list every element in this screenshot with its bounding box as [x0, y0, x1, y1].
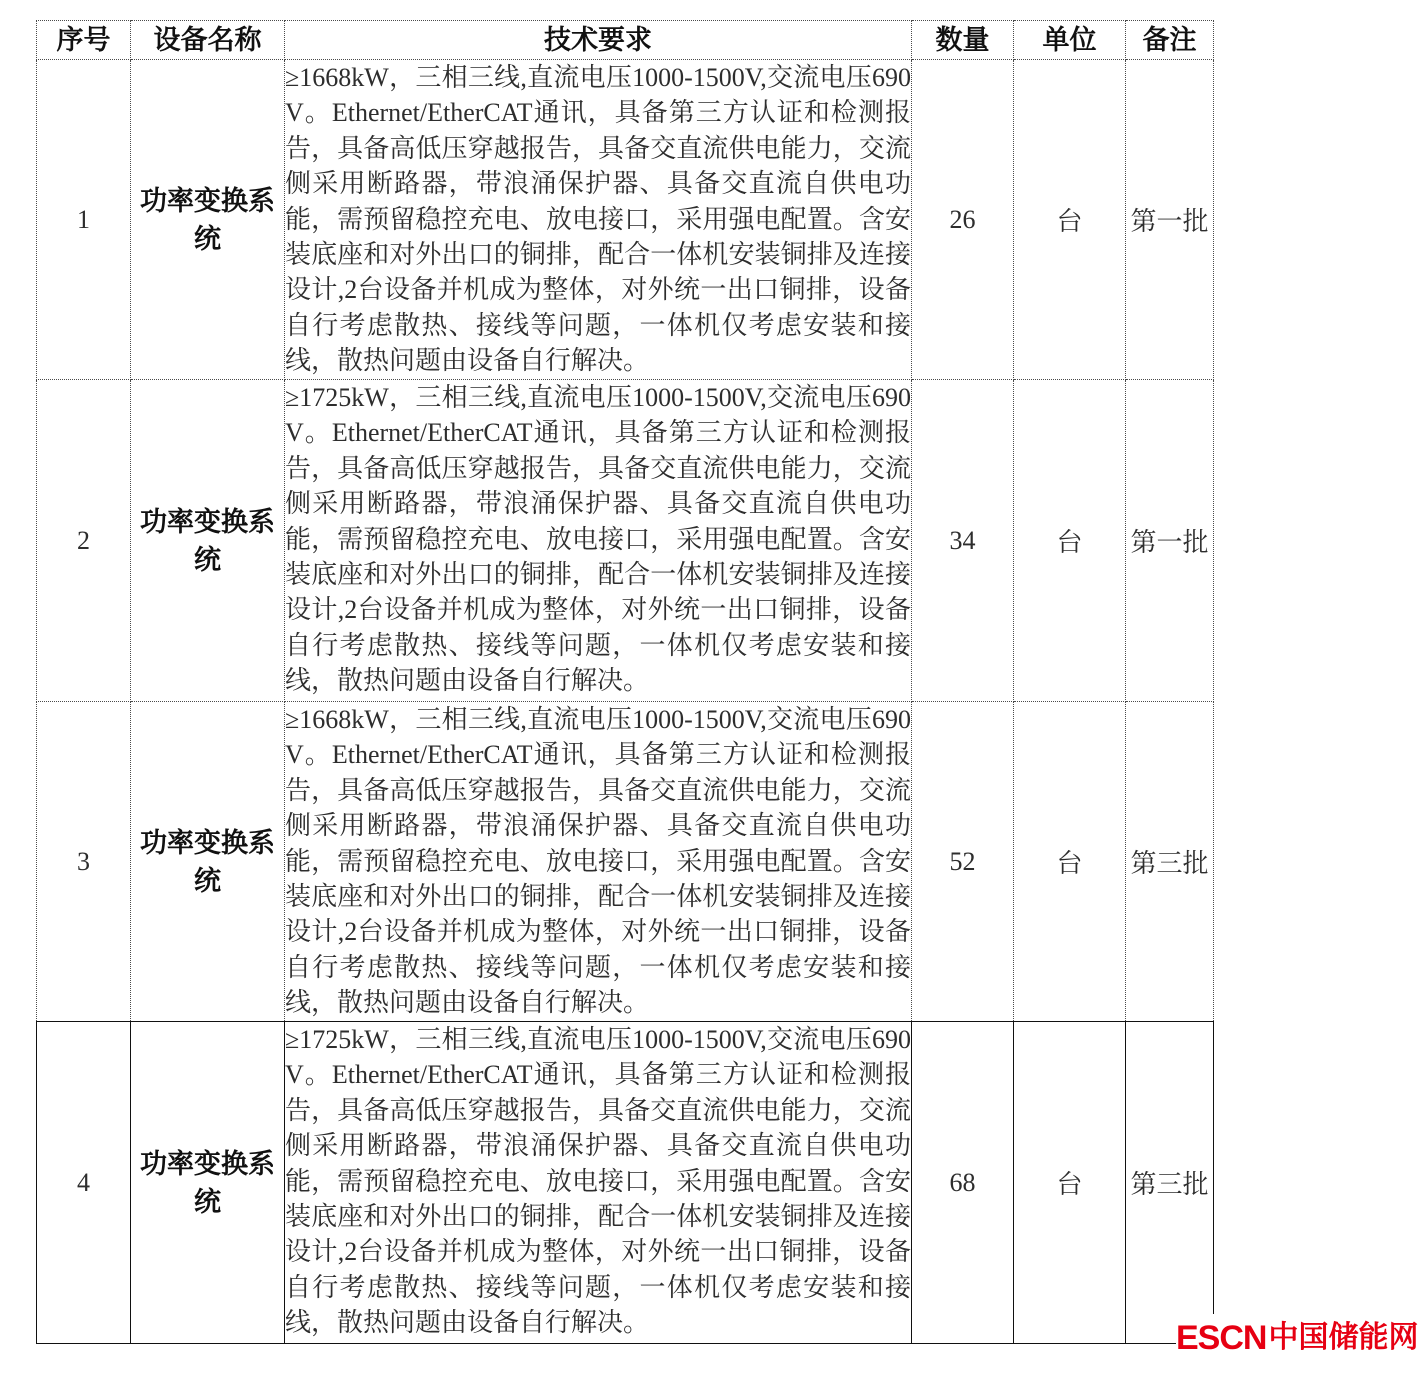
cell-remark: 第三批	[1126, 702, 1214, 1022]
cell-quantity: 68	[912, 1022, 1014, 1344]
cell-equipment-name: 功率变换系统	[131, 380, 285, 702]
technical-requirements-text: ≥1668kW，三相三线,直流电压1000-1500V,交流电压690V。Ethernet/EtherCAT通讯，具备第三方认证和检测报告，具备高低压穿越报告，具备交直流供电能力，交流侧采用断路器，带浪涌保护器、具备交直流自供电功能，需预留稳控充电、放电接口，采用强电配置。含安装底座和对外出口的铜排，配合一体机安装铜排及连接设计,2台设备并机成为整体，对外统一出口铜排，设备自行考虑散热、接线等问题，一体机仅考虑安装和接线，散热问题由设备自行解决。	[285, 63, 911, 376]
table-row	[37, 380, 1214, 702]
equipment-spec-table	[36, 20, 1214, 1344]
header-serial-number: 序号	[37, 21, 131, 60]
header-equipment-name: 设备名称	[131, 21, 285, 60]
cell-remark: 第一批	[1126, 380, 1214, 702]
table-header-row	[37, 21, 1214, 60]
cell-technical-requirements	[285, 702, 912, 1022]
cell-technical-requirements	[285, 60, 912, 380]
cell-technical-requirements	[285, 1022, 912, 1344]
cell-equipment-name: 功率变换系统	[131, 1022, 285, 1344]
escn-site-name: 中国储能网	[1268, 1321, 1418, 1354]
cell-equipment-name: 功率变换系统	[131, 702, 285, 1022]
technical-requirements-text: ≥1668kW，三相三线,直流电压1000-1500V,交流电压690V。Ethernet/EtherCAT通讯，具备第三方认证和检测报告，具备高低压穿越报告，具备交直流供电能力，交流侧采用断路器，带浪涌保护器、具备交直流自供电功能，需预留稳控充电、放电接口，采用强电配置。含安装底座和对外出口的铜排，配合一体机安装铜排及连接设计,2台设备并机成为整体，对外统一出口铜排，设备自行考虑散热、接线等问题，一体机仅考虑安装和接线，散热问题由设备自行解决。	[285, 705, 911, 1018]
cell-remark: 第三批	[1126, 1022, 1214, 1344]
cell-serial-number: 3	[37, 702, 131, 1022]
header-remark: 备注	[1126, 21, 1214, 60]
cell-unit: 台	[1014, 1022, 1126, 1344]
header-unit: 单位	[1014, 21, 1126, 60]
cell-quantity: 52	[912, 702, 1014, 1022]
cell-unit: 台	[1014, 702, 1126, 1022]
table-row	[37, 702, 1214, 1022]
table-row	[37, 60, 1214, 380]
cell-technical-requirements	[285, 380, 912, 702]
escn-watermark	[1176, 1314, 1418, 1362]
cell-serial-number: 1	[37, 60, 131, 380]
cell-serial-number: 4	[37, 1022, 131, 1344]
technical-requirements-text: ≥1725kW，三相三线,直流电压1000-1500V,交流电压690V。Ethernet/EtherCAT通讯，具备第三方认证和检测报告，具备高低压穿越报告，具备交直流供电能力，交流侧采用断路器，带浪涌保护器、具备交直流自供电功能，需预留稳控充电、放电接口，采用强电配置。含安装底座和对外出口的铜排，配合一体机安装铜排及连接设计,2台设备并机成为整体，对外统一出口铜排，设备自行考虑散热、接线等问题，一体机仅考虑安装和接线，散热问题由设备自行解决。	[285, 383, 911, 696]
escn-logo: ESCN	[1176, 1319, 1267, 1357]
cell-equipment-name: 功率变换系统	[131, 60, 285, 380]
cell-unit: 台	[1014, 380, 1126, 702]
cell-serial-number: 2	[37, 380, 131, 702]
cell-remark: 第一批	[1126, 60, 1214, 380]
technical-requirements-text: ≥1725kW，三相三线,直流电压1000-1500V,交流电压690V。Ethernet/EtherCAT通讯，具备第三方认证和检测报告，具备高低压穿越报告，具备交直流供电能力，交流侧采用断路器，带浪涌保护器、具备交直流自供电功能，需预留稳控充电、放电接口，采用强电配置。含安装底座和对外出口的铜排，配合一体机安装铜排及连接设计,2台设备并机成为整体，对外统一出口铜排，设备自行考虑散热、接线等问题，一体机仅考虑安装和接线，散热问题由设备自行解决。	[285, 1025, 911, 1338]
table-row	[37, 1022, 1214, 1344]
header-quantity: 数量	[912, 21, 1014, 60]
equipment-spec-table-container	[36, 20, 1213, 1344]
cell-unit: 台	[1014, 60, 1126, 380]
cell-quantity: 34	[912, 380, 1014, 702]
cell-quantity: 26	[912, 60, 1014, 380]
header-technical-requirements: 技术要求	[285, 21, 912, 60]
